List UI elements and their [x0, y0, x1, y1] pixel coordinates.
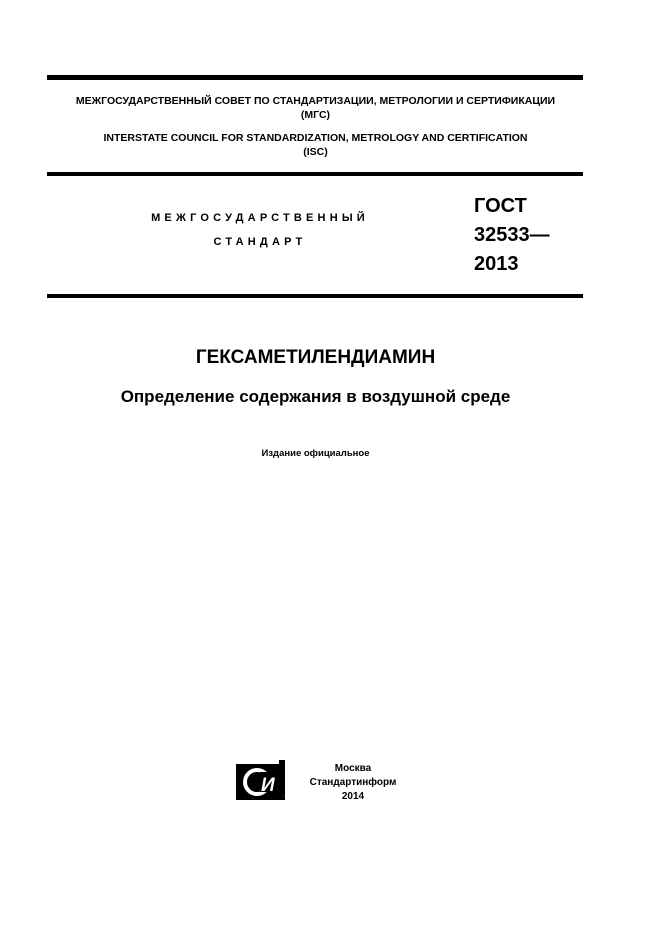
- standard-rule: [47, 294, 583, 298]
- gost-number: 32533—: [474, 224, 550, 246]
- standard-type-line1: МЕЖГОСУДАРСТВЕННЫЙ: [151, 212, 369, 224]
- council-abbr-en: (ISC): [303, 146, 328, 158]
- gost-label: ГОСТ: [474, 195, 527, 217]
- council-abbr-ru: (МГС): [300, 109, 331, 121]
- logo-letter-i: И: [261, 775, 275, 796]
- standard-type-line2: СТАНДАРТ: [213, 236, 307, 248]
- council-name-ru: МЕЖГОСУДАРСТВЕННЫЙ СОВЕТ ПО СТАНДАРТИЗАЦИИ, МЕТРОЛОГИИ И СЕРТИФИКАЦИИ: [75, 95, 556, 107]
- council-header-ru: [40, 94, 591, 122]
- publisher-city: Москва: [334, 763, 372, 774]
- council-header-en: [40, 131, 591, 159]
- header-rule: [47, 172, 583, 176]
- gost-designation: [474, 192, 550, 279]
- edition-note: Издание официальное: [261, 448, 370, 459]
- council-name-en: INTERSTATE COUNCIL FOR STANDARDIZATION, METROLOGY AND CERTIFICATION: [103, 132, 528, 144]
- gost-year: 2013: [474, 253, 519, 275]
- document-subtitle: Определение содержания в воздушной среде: [120, 387, 511, 406]
- publisher-name: Стандартинформ: [309, 777, 397, 788]
- publisher-info: [300, 762, 406, 804]
- standartinform-logo-icon: [235, 760, 287, 802]
- publisher-year: 2014: [341, 791, 365, 802]
- top-rule: [47, 75, 583, 80]
- document-title: ГЕКСАМЕТИЛЕНДИАМИН: [195, 347, 436, 368]
- standartinform-logo: [235, 760, 287, 802]
